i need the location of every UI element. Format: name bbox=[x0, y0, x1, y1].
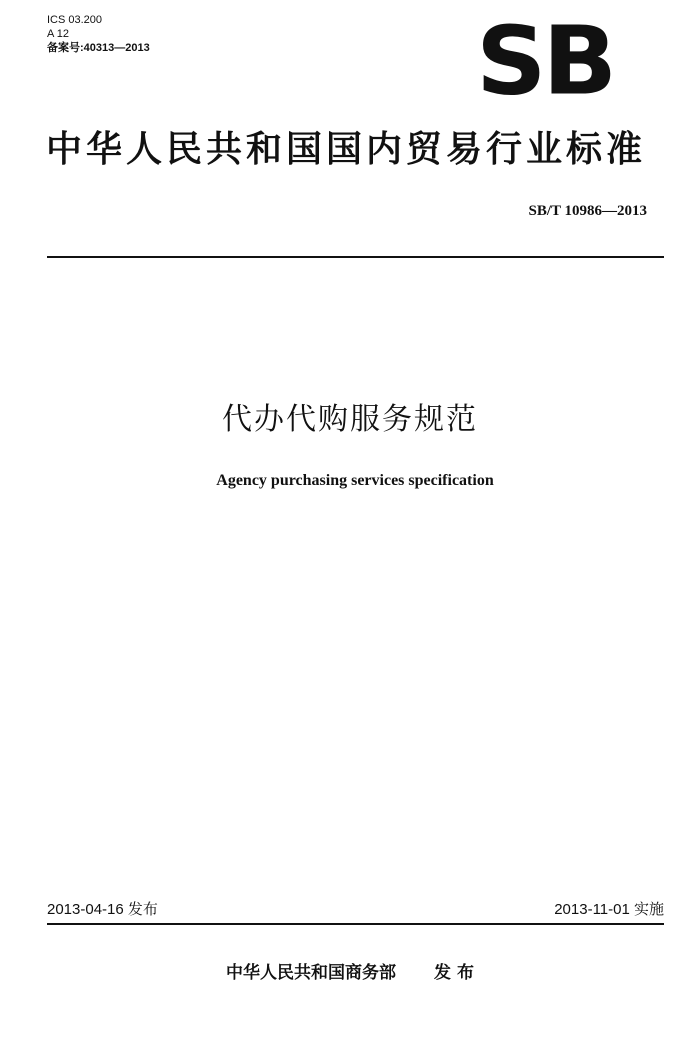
issuer-line bbox=[0, 962, 700, 984]
category-code: A 12 bbox=[47, 28, 70, 40]
ics-code: ICS 03.200 bbox=[47, 14, 103, 26]
publish-date: 2013-04-16 发布 bbox=[47, 901, 158, 918]
document-title-chinese: 代办代购服务规范 bbox=[222, 402, 478, 437]
standard-title: 中华人民共和国国内贸易行业标准 bbox=[46, 129, 647, 170]
implementation-date: 2013-11-01 实施 bbox=[554, 901, 664, 918]
bottom-divider bbox=[47, 923, 664, 925]
sb-logo: SB bbox=[476, 6, 613, 117]
document-title-english: Agency purchasing services specification bbox=[216, 472, 494, 489]
top-divider bbox=[47, 256, 664, 258]
standard-number: SB/T 10986—2013 bbox=[528, 203, 647, 219]
record-number: 备案号:40313—2013 bbox=[47, 42, 150, 54]
issuer-action: 发 布 bbox=[434, 963, 474, 983]
issuer-name: 中华人民共和国商务部 bbox=[226, 963, 397, 983]
